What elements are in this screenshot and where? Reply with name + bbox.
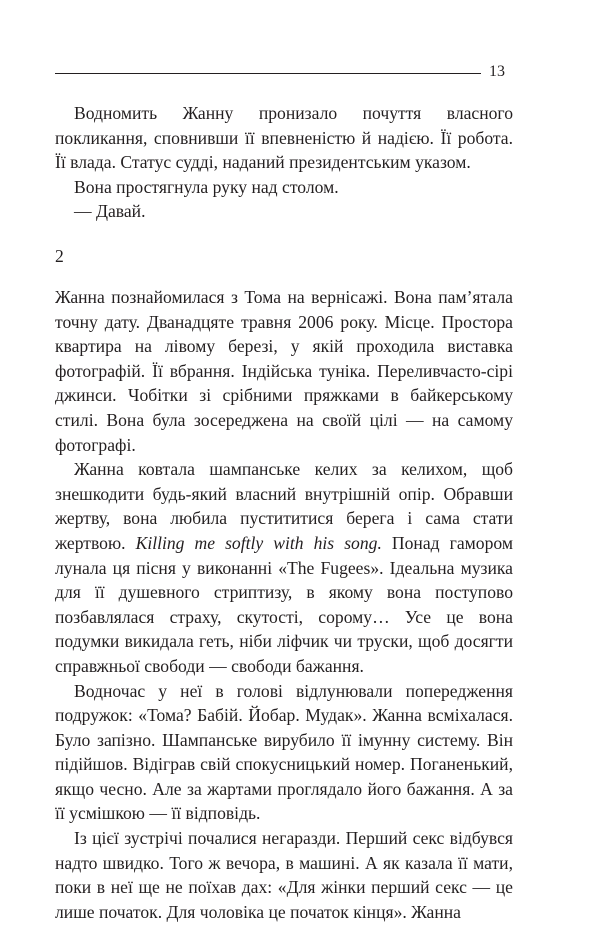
song-title: Killing me softly with his song.	[135, 532, 382, 553]
dialogue-line: — Давай.	[74, 201, 146, 222]
paragraph	[55, 457, 513, 678]
section-number: 2	[55, 246, 64, 266]
paragraph-text: Жанна ковтала шампанське келих за келихом, щоб знешкодити будь-який власний внутрішній опір. Обравши жертву, вона любила пустититися берега і сама стати жертвою.	[55, 459, 513, 553]
header-rule	[55, 73, 481, 74]
paragraph: Вона простягнула руку над столом.	[74, 176, 339, 197]
page-number: 13	[489, 63, 505, 80]
paragraph: Водномить Жанну пронизало почуття власного покликання, сповнивши її впевненістю й надією. Її робота. Її влада. Статус судді, наданий президентським указом.	[55, 103, 513, 173]
paragraph-text: Понад гамором лунала ця пісня у виконанні «The Fugees». Ідеальна музика для її душевного стриптизу, в якому вона поступово позбавлялася страху, скутості, сорому… Усе це вона подумки викидала геть, ніби ліфчик чи труски, щоб досягти справжньої свободи — свободи бажання.	[55, 532, 513, 676]
paragraph: Водночас у неї в голові відлунювали попередження подружок: «Тома? Бабій. Йобар. Мудак». Жанна всміхалася. Було запізно. Шампанське вирубило її імунну систему. Він підійшов. Відіграв свій спокусницький номер. Поганенький, якщо чесно. Але за жартами проглядало його бажання. А за її усмішкою — її відповідь.	[55, 680, 513, 824]
text-block-section-2	[55, 285, 513, 924]
paragraph: Жанна познайомилася з Тома на вернісажі. Вона пам’ятала точну дату. Дванадцяте травня 2006 року. Місце. Простора квартира на лівому березі, у якій проходила виставка фотографій. Її вбрання. Індійська туніка. Переливчасто-сірі джинси. Чобітки зі срібними пряжками в байкерському стилі. Вона була зосереджена на своїй цілі — на самому фотографі.	[55, 287, 513, 455]
text-block-top	[55, 101, 513, 224]
paragraph: Із цієї зустрічі почалися негаразди. Перший секс відбувся надто швидко. Того ж вечора, в машині. А як казала її мати, поки в неї ще не поїхав дах: «Для жінки перший секс — це лише початок. Для чоловіка це початок кінця». Жанна	[55, 828, 513, 922]
